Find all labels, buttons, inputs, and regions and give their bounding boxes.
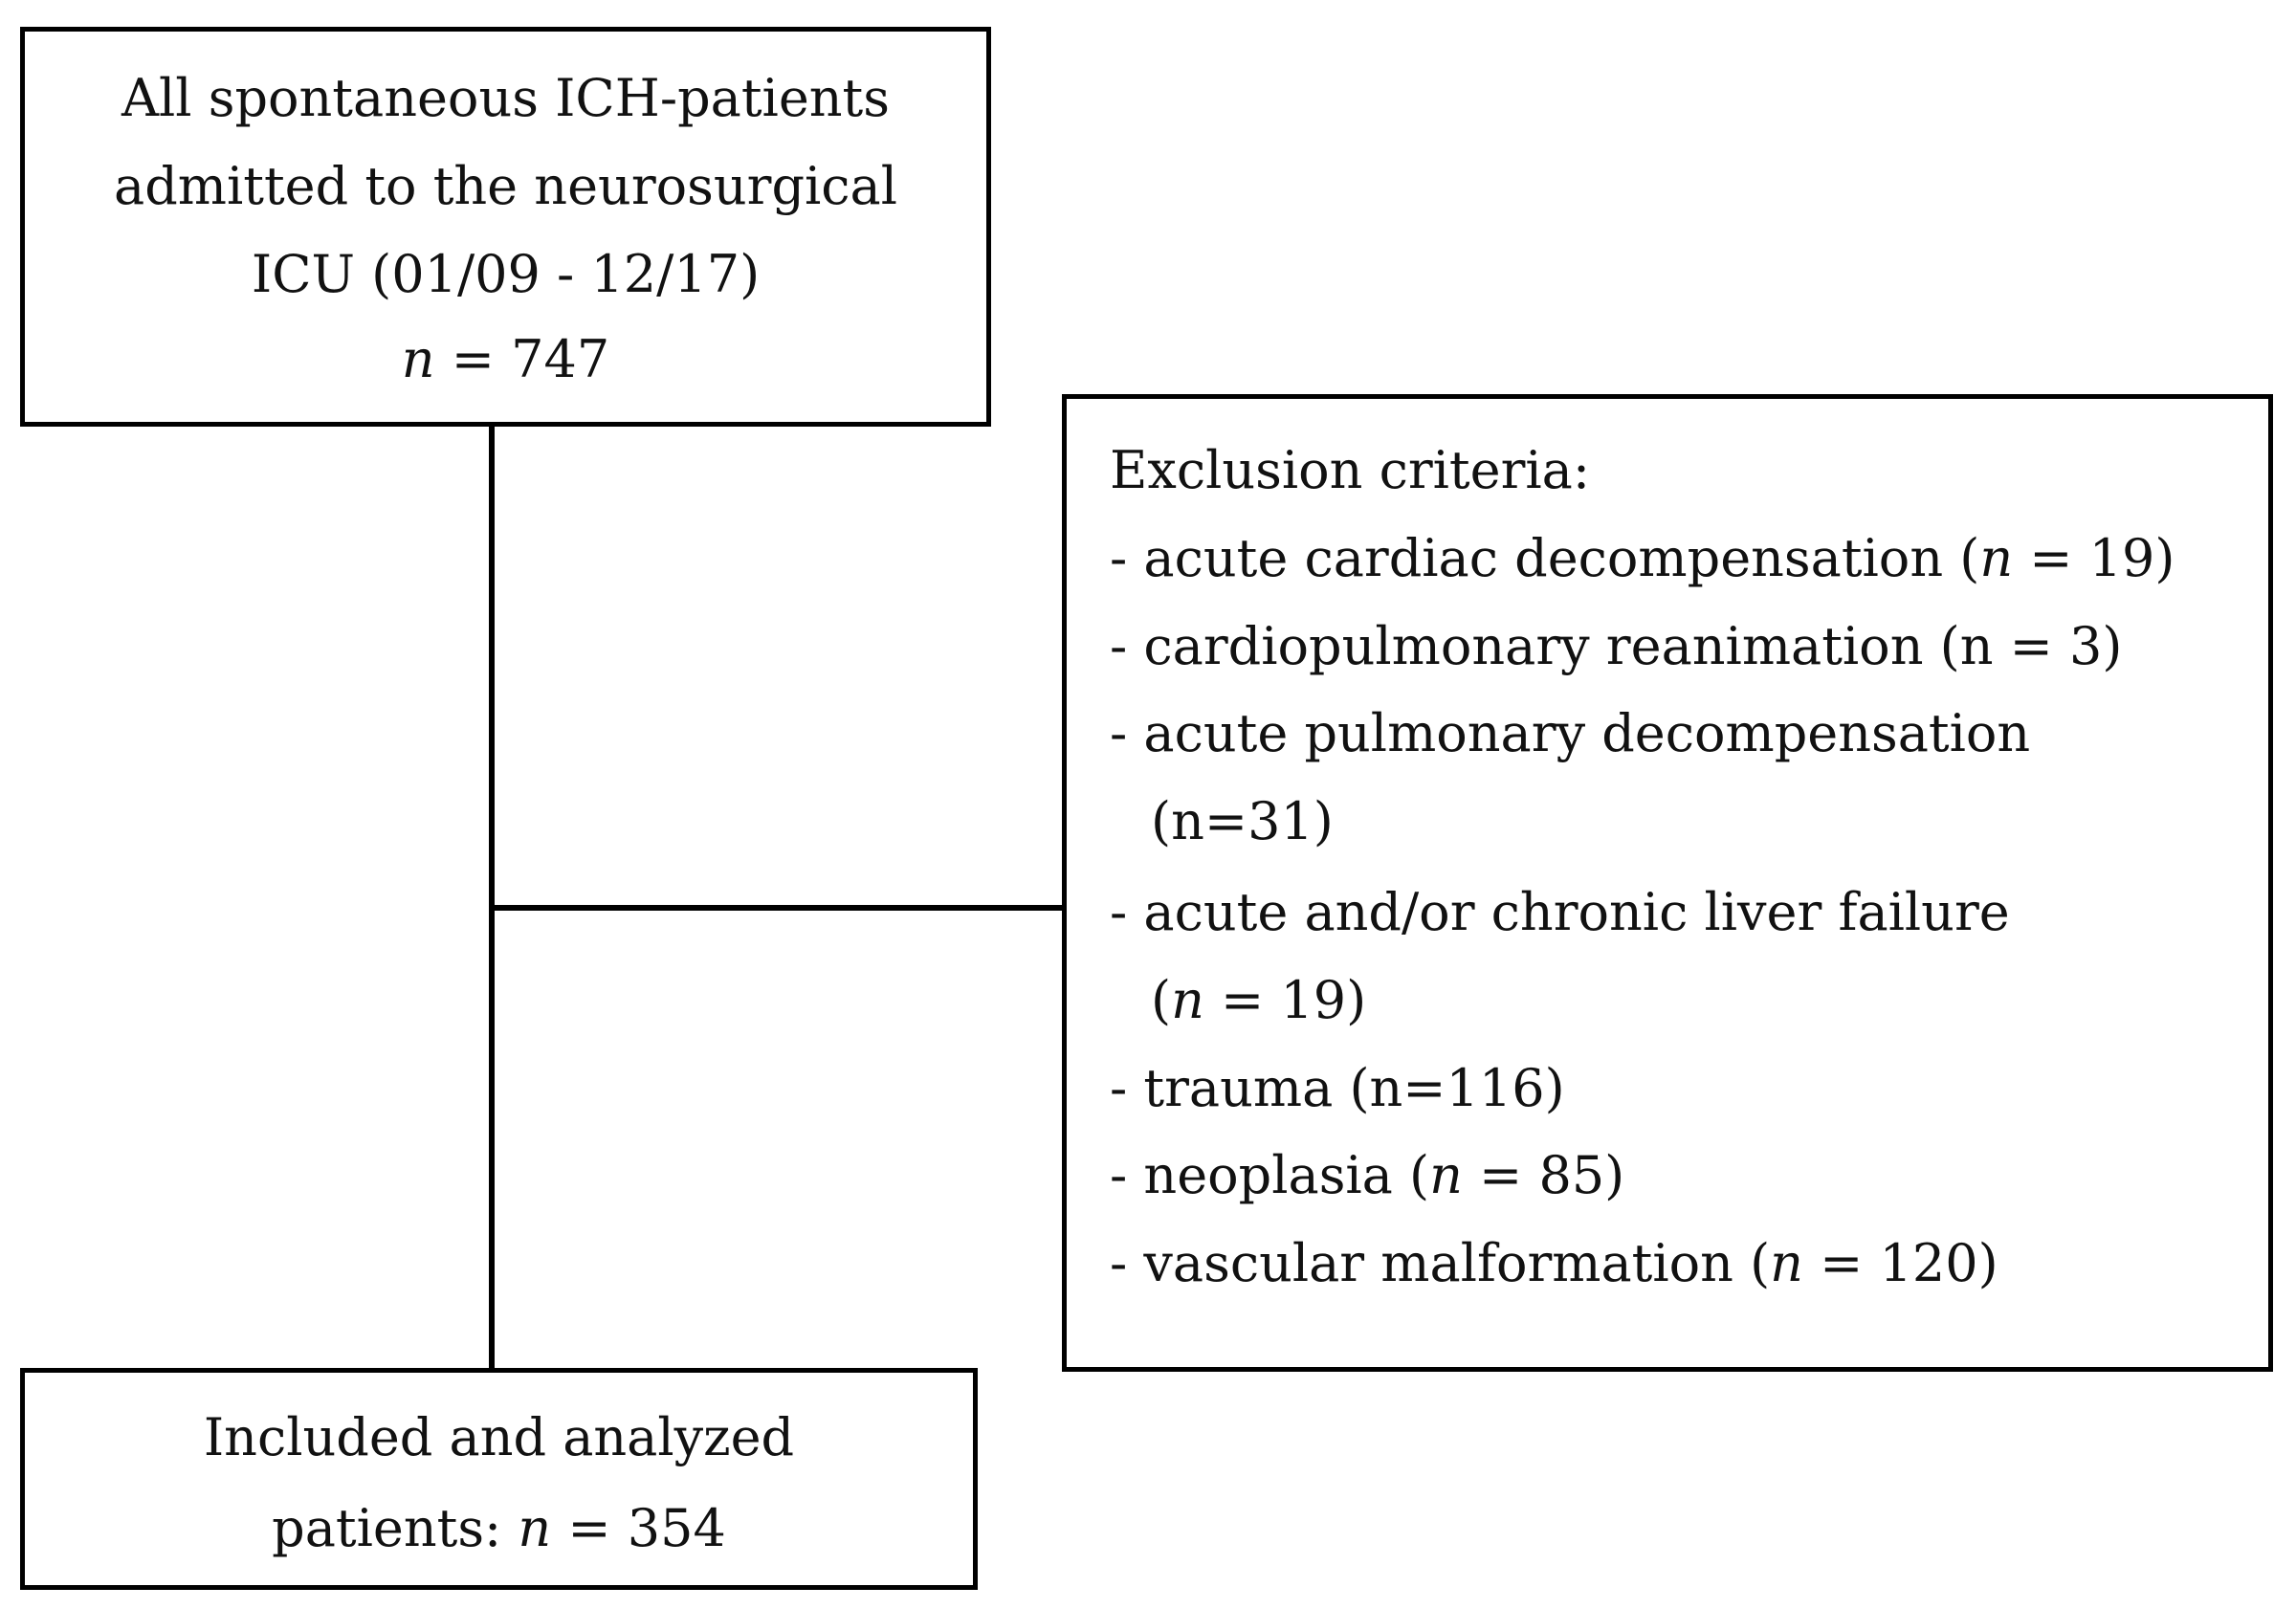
all-patients-box xyxy=(20,27,991,427)
exclusion-criteria-box xyxy=(1062,394,2273,1372)
exclusion-item: (n=31) xyxy=(1151,791,1334,851)
included-line-1: Included and analyzed xyxy=(203,1407,795,1467)
connector-horizontal xyxy=(489,905,1065,911)
connector-vertical xyxy=(489,421,495,1373)
exclusion-item: - acute and/or chronic liver failure xyxy=(1110,882,2010,942)
included-patients-box xyxy=(20,1368,978,1590)
top-line-2: admitted to the neurosurgical xyxy=(114,156,897,216)
exclusion-item: - trauma (n=116) xyxy=(1110,1058,1565,1118)
exclusion-item: - acute pulmonary decompensation xyxy=(1110,703,2031,763)
exclusion-item: - neoplasia (n = 85) xyxy=(1110,1145,1625,1205)
included-line-2: patients: n = 354 xyxy=(272,1498,726,1558)
top-line-1: All spontaneous ICH-patients xyxy=(121,68,890,128)
top-line-3: ICU (01/09 - 12/17) xyxy=(251,244,761,304)
exclusion-title: Exclusion criteria: xyxy=(1110,440,1591,500)
exclusion-item: (n = 19) xyxy=(1151,970,1367,1030)
exclusion-item: - acute cardiac decompensation (n = 19) xyxy=(1110,528,2175,588)
top-count: n = 747 xyxy=(401,329,610,389)
exclusion-item: - vascular malformation (n = 120) xyxy=(1110,1233,1998,1293)
exclusion-item: - cardiopulmonary reanimation (n = 3) xyxy=(1110,616,2123,676)
